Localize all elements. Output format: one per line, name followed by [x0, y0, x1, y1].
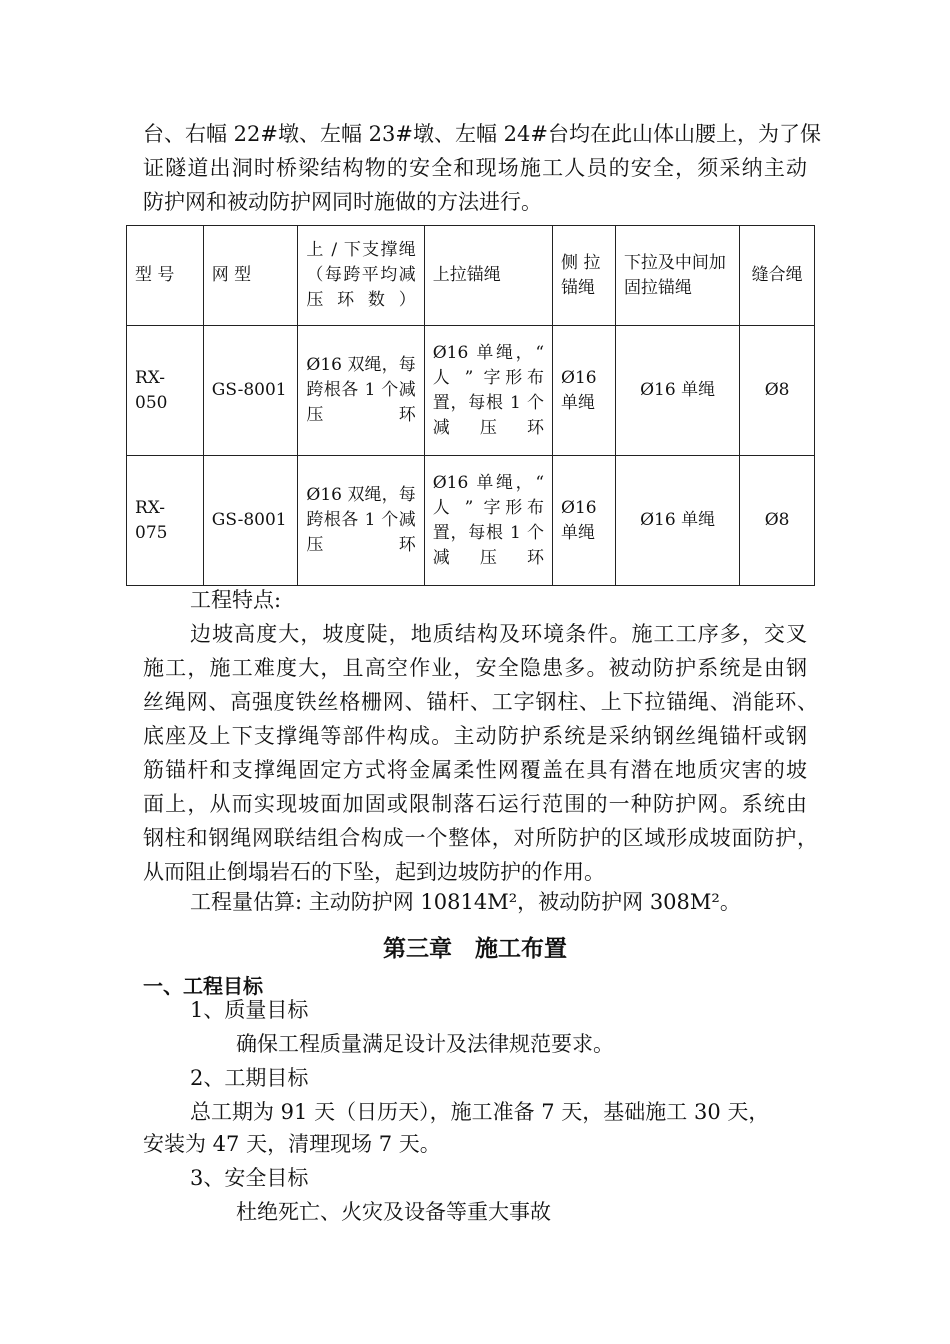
intro-line-2: 证隧道出洞时桥梁结构物的安全和现场施工人员的安全，须采纳主动 — [143, 156, 807, 180]
quality-title: 1、质量目标 — [190, 998, 309, 1022]
cell-upper-anchor: Ø16 单绳，“ 人 ” 字形布置，每根 1 个减压环 — [424, 326, 552, 456]
header-side-anchor: 侧 拉锚绳 — [553, 226, 616, 326]
features-line-2: 施工，施工难度大，且高空作业，安全隐患多。被动防护系统是由钢 — [143, 656, 807, 680]
cell-support-rope: Ø16 双绳，每跨根各 1 个减压环 — [298, 456, 424, 586]
cell-net-type: GS-8001 — [203, 456, 298, 586]
period-text-line-1: 总工期为 91 天（日历天），施工准备 7 天，基础施工 30 天， — [190, 1100, 770, 1124]
features-title: 工程特点: — [190, 588, 282, 612]
cell-model: RX-075 — [127, 456, 204, 586]
header-lower-anchor: 下拉及中间加固拉锚绳 — [615, 226, 739, 326]
features-line-1: 边坡高度大，坡度陡，地质结构及环境条件。施工工序多，交叉 — [190, 622, 807, 646]
features-line-3: 丝绳网、高强度铁丝格栅网、锚杆、工字钢柱、上下拉锚绳、消能环、 — [143, 690, 818, 714]
safety-text: 杜绝死亡、火灾及设备等重大事故 — [236, 1200, 551, 1224]
cell-lower-anchor: Ø16 单绳 — [615, 456, 739, 586]
header-model: 型 号 — [127, 226, 204, 326]
cell-net-type: GS-8001 — [203, 326, 298, 456]
intro-line-1: 台、右幅 22#墩、左幅 23#墩、左幅 24#台均在此山体山腰上，为了保 — [143, 122, 821, 146]
cell-side-anchor: Ø16 单绳 — [553, 456, 616, 586]
header-net-type: 网 型 — [203, 226, 298, 326]
cell-lower-anchor: Ø16 单绳 — [615, 326, 739, 456]
cell-seam-rope: Ø8 — [740, 326, 815, 456]
safety-title: 3、安全目标 — [190, 1166, 309, 1190]
cell-side-anchor: Ø16 单绳 — [553, 326, 616, 456]
chapter-title: 第三章 施工布置 — [383, 936, 567, 962]
quantity-estimate: 工程量估算: 主动防护网 10814M²，被动防护网 308M²。 — [190, 890, 741, 914]
features-line-7: 钢柱和钢绳网联结组合构成一个整体，对所防护的区域形成坡面防护， — [143, 826, 818, 850]
table-header-row — [127, 226, 815, 326]
cell-support-rope: Ø16 双绳，每跨根各 1 个减压环 — [298, 326, 424, 456]
table-row — [127, 326, 815, 456]
period-text-line-2: 安装为 47 天，清理现场 7 天。 — [143, 1132, 441, 1156]
cell-seam-rope: Ø8 — [740, 456, 815, 586]
header-upper-anchor: 上拉锚绳 — [424, 226, 552, 326]
cell-model: RX-050 — [127, 326, 204, 456]
period-title: 2、工期目标 — [190, 1066, 309, 1090]
features-line-6: 面上，从而实现坡面加固或限制落石运行范围的一种防护网。系统由 — [143, 792, 807, 816]
features-line-5: 筋锚杆和支撑绳固定方式将金属柔性网覆盖在具有潜在地质灾害的坡 — [143, 758, 807, 782]
table-row — [127, 456, 815, 586]
spec-table — [126, 225, 815, 586]
features-line-8: 从而阻止倒塌岩石的下坠，起到边坡防护的作用。 — [143, 860, 605, 884]
header-seam-rope: 缝合绳 — [740, 226, 815, 326]
quality-text: 确保工程质量满足设计及法律规范要求。 — [236, 1032, 614, 1056]
header-support-rope: 上 / 下支撑绳（每跨平均减压环数） — [298, 226, 424, 326]
section-title: 一、工程目标 — [143, 974, 263, 998]
features-line-4: 底座及上下支撑绳等部件构成。主动防护系统是采纳钢丝绳锚杆或钢 — [143, 724, 807, 748]
cell-upper-anchor: Ø16 单绳，“ 人 ” 字形布置，每根 1 个减压环 — [424, 456, 552, 586]
intro-line-3: 防护网和被动防护网同时施做的方法进行。 — [143, 190, 542, 214]
